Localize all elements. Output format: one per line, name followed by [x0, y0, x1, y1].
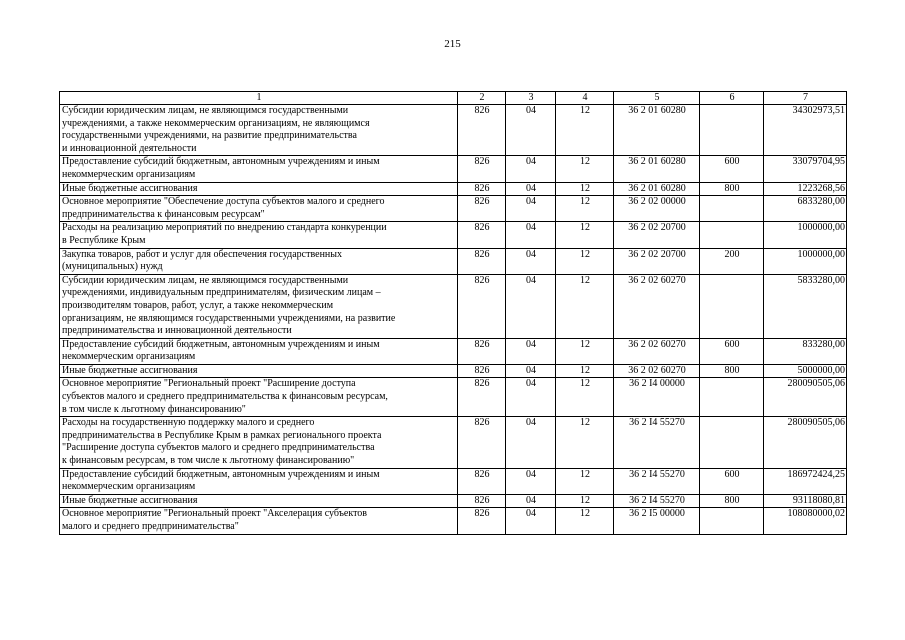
row-target-code: 36 2 I4 55270 [614, 417, 700, 468]
row-section-code: 04 [506, 156, 556, 182]
row-amount: 280090505,06 [764, 417, 847, 468]
header-col-5: 5 [614, 92, 700, 105]
row-target-code: 36 2 I4 00000 [614, 378, 700, 417]
table-row [60, 468, 847, 494]
row-subsection-code: 12 [556, 222, 614, 248]
table-row [60, 156, 847, 182]
row-subsection-code: 12 [556, 468, 614, 494]
table-row [60, 196, 847, 222]
row-name-line: Субсидии юридическим лицам, не являющимся государственными [62, 105, 349, 116]
row-name-line: Предоставление субсидий бюджетным, автономным учреждениям и иным [62, 338, 380, 350]
row-amount: 6833280,00 [764, 196, 847, 222]
table-row [60, 417, 847, 468]
row-expense-type: 600 [700, 468, 764, 494]
row-name-cell [60, 364, 458, 378]
row-target-code: 36 2 02 20700 [614, 222, 700, 248]
row-name-line: некоммерческим организациям [62, 351, 196, 363]
row-name-line: Основное мероприятие "Региональный проект "Расширение доступа [62, 378, 356, 390]
row-admin-code: 826 [458, 182, 506, 196]
row-target-code: 36 2 01 60280 [614, 105, 700, 156]
row-amount: 5833280,00 [764, 274, 847, 338]
row-target-code: 36 2 02 60270 [614, 364, 700, 378]
row-name-line: в том числе к льготному финансированию" [62, 403, 246, 415]
row-name-cell [60, 494, 458, 508]
row-section-code: 04 [506, 364, 556, 378]
table-row [60, 105, 847, 156]
header-col-2: 2 [458, 92, 506, 105]
row-expense-type: 200 [700, 248, 764, 274]
row-name-line: некоммерческим организациям [62, 168, 196, 180]
row-name-line: Предоставление субсидий бюджетным, автономным учреждениям и иным [62, 468, 380, 480]
row-admin-code: 826 [458, 274, 506, 338]
row-amount: 1000000,00 [764, 222, 847, 248]
row-target-code: 36 2 01 60280 [614, 182, 700, 196]
row-name-line: производителям товаров, работ, услуг, а также некоммерческим [62, 299, 334, 311]
row-admin-code: 826 [458, 338, 506, 364]
row-section-code: 04 [506, 274, 556, 338]
table-row [60, 338, 847, 364]
table-header [60, 92, 847, 105]
row-section-code: 04 [506, 105, 556, 156]
row-amount: 280090505,06 [764, 378, 847, 417]
row-name-line: Иные бюджетные ассигнования [62, 182, 198, 194]
row-subsection-code: 12 [556, 417, 614, 468]
row-name-cell [60, 378, 458, 417]
row-expense-type [700, 222, 764, 248]
row-section-code: 04 [506, 468, 556, 494]
row-expense-type [700, 274, 764, 338]
row-amount: 33079704,95 [764, 156, 847, 182]
row-name-cell [60, 105, 458, 156]
row-admin-code: 826 [458, 105, 506, 156]
budget-table [59, 91, 847, 535]
row-subsection-code: 12 [556, 105, 614, 156]
row-name-cell [60, 274, 458, 338]
row-admin-code: 826 [458, 248, 506, 274]
row-amount: 34302973,51 [764, 105, 847, 156]
row-target-code: 36 2 02 00000 [614, 196, 700, 222]
row-name-cell [60, 156, 458, 182]
row-expense-type [700, 105, 764, 156]
row-subsection-code: 12 [556, 364, 614, 378]
row-name-line: государственными учреждениями, на развитие предпринимательства [62, 130, 357, 142]
row-subsection-code: 12 [556, 182, 614, 196]
row-name-cell [60, 222, 458, 248]
row-target-code: 36 2 I5 00000 [614, 508, 700, 534]
row-subsection-code: 12 [556, 378, 614, 417]
row-subsection-code: 12 [556, 508, 614, 534]
row-name-line: предпринимательства и инновационной деятельности [62, 325, 292, 337]
row-name-line: некоммерческим организациям [62, 481, 196, 493]
row-name-cell [60, 417, 458, 468]
row-name-line: субъектов малого и среднего предпринимательства к финансовым ресурсам, [62, 391, 388, 403]
row-name-line: Основное мероприятие "Региональный проект "Акселерация субъектов [62, 508, 368, 520]
row-target-code: 36 2 I4 55270 [614, 494, 700, 508]
row-name-line: Иные бюджетные ассигнования [62, 364, 198, 376]
row-subsection-code: 12 [556, 274, 614, 338]
header-col-6: 6 [700, 92, 764, 105]
row-admin-code: 826 [458, 156, 506, 182]
row-expense-type: 800 [700, 364, 764, 378]
row-subsection-code: 12 [556, 196, 614, 222]
row-admin-code: 826 [458, 468, 506, 494]
row-admin-code: 826 [458, 494, 506, 508]
table-row [60, 222, 847, 248]
row-name-cell [60, 468, 458, 494]
row-name-cell [60, 182, 458, 196]
row-amount: 108080000,02 [764, 508, 847, 534]
row-name-line: к финансовым ресурсам, в том числе к льготному финансированию" [62, 455, 355, 467]
row-name-line: Субсидии юридическим лицам, не являющимся государственными [62, 274, 349, 286]
row-name-line: Основное мероприятие "Обеспечение доступа субъектов малого и среднего [62, 196, 385, 208]
table-row [60, 508, 847, 534]
row-name-cell [60, 338, 458, 364]
row-expense-type [700, 508, 764, 534]
row-expense-type [700, 378, 764, 417]
header-col-4: 4 [556, 92, 614, 105]
row-admin-code: 826 [458, 222, 506, 248]
row-name-line: организациям, не являющимся государственными учреждениями, на развитие [62, 312, 396, 324]
row-target-code: 36 2 01 60280 [614, 156, 700, 182]
row-name-line: предпринимательства в Республике Крым в рамках регионального проекта [62, 429, 382, 441]
row-section-code: 04 [506, 494, 556, 508]
row-subsection-code: 12 [556, 156, 614, 182]
row-name-line: и инновационной деятельности [62, 142, 197, 154]
row-admin-code: 826 [458, 417, 506, 468]
table-row [60, 494, 847, 508]
row-section-code: 04 [506, 508, 556, 534]
row-expense-type [700, 417, 764, 468]
row-name-cell [60, 248, 458, 274]
row-amount: 186972424,25 [764, 468, 847, 494]
row-name-cell [60, 196, 458, 222]
header-col-3: 3 [506, 92, 556, 105]
row-name-line: (муниципальных) нужд [62, 261, 163, 273]
row-name-line: малого и среднего предпринимательства" [62, 521, 239, 532]
table-row [60, 182, 847, 196]
row-admin-code: 826 [458, 378, 506, 417]
row-name-line: Иные бюджетные ассигнования [62, 494, 198, 506]
row-subsection-code: 12 [556, 494, 614, 508]
row-admin-code: 826 [458, 508, 506, 534]
row-name-line: Расходы на реализацию мероприятий по внедрению стандарта конкуренции [62, 222, 387, 234]
table-row [60, 364, 847, 378]
row-amount: 5000000,00 [764, 364, 847, 378]
row-section-code: 04 [506, 222, 556, 248]
header-col-1: 1 [60, 92, 458, 105]
row-subsection-code: 12 [556, 338, 614, 364]
row-expense-type: 600 [700, 338, 764, 364]
row-target-code: 36 2 02 20700 [614, 248, 700, 274]
row-section-code: 04 [506, 196, 556, 222]
table-row [60, 248, 847, 274]
row-subsection-code: 12 [556, 248, 614, 274]
row-expense-type [700, 196, 764, 222]
row-expense-type: 800 [700, 494, 764, 508]
row-expense-type: 600 [700, 156, 764, 182]
row-name-line: учреждениями, индивидуальным предпринимателям, физическим лицам – [62, 287, 381, 299]
row-name-line: Закупка товаров, работ и услуг для обеспечения государственных [62, 248, 343, 260]
row-name-cell [60, 508, 458, 534]
row-target-code: 36 2 02 60270 [614, 338, 700, 364]
row-section-code: 04 [506, 248, 556, 274]
row-name-line: в Республике Крым [62, 234, 146, 246]
row-expense-type: 800 [700, 182, 764, 196]
row-section-code: 04 [506, 338, 556, 364]
row-target-code: 36 2 I4 55270 [614, 468, 700, 494]
row-section-code: 04 [506, 417, 556, 468]
table-body [60, 105, 847, 535]
row-target-code: 36 2 02 60270 [614, 274, 700, 338]
row-amount: 1000000,00 [764, 248, 847, 274]
page-number: 215 [444, 38, 461, 50]
row-section-code: 04 [506, 378, 556, 417]
row-name-line: Расходы на государственную поддержку малого и среднего [62, 417, 315, 429]
table-row [60, 378, 847, 417]
row-name-line: предпринимательства к финансовым ресурсам" [62, 208, 265, 220]
row-name-line: Предоставление субсидий бюджетным, автономным учреждениям и иным [62, 156, 380, 168]
row-name-line: "Расширение доступа субъектов малого и среднего предпринимательства [62, 442, 375, 454]
row-amount: 1223268,56 [764, 182, 847, 196]
row-name-line: учреждениями, а также некоммерческим организациям, не являющимся [62, 117, 370, 129]
table-row [60, 274, 847, 338]
row-admin-code: 826 [458, 196, 506, 222]
row-amount: 833280,00 [764, 338, 847, 364]
header-row [60, 92, 847, 105]
header-col-7: 7 [764, 92, 847, 105]
row-admin-code: 826 [458, 364, 506, 378]
row-section-code: 04 [506, 182, 556, 196]
row-amount: 93118080,81 [764, 494, 847, 508]
